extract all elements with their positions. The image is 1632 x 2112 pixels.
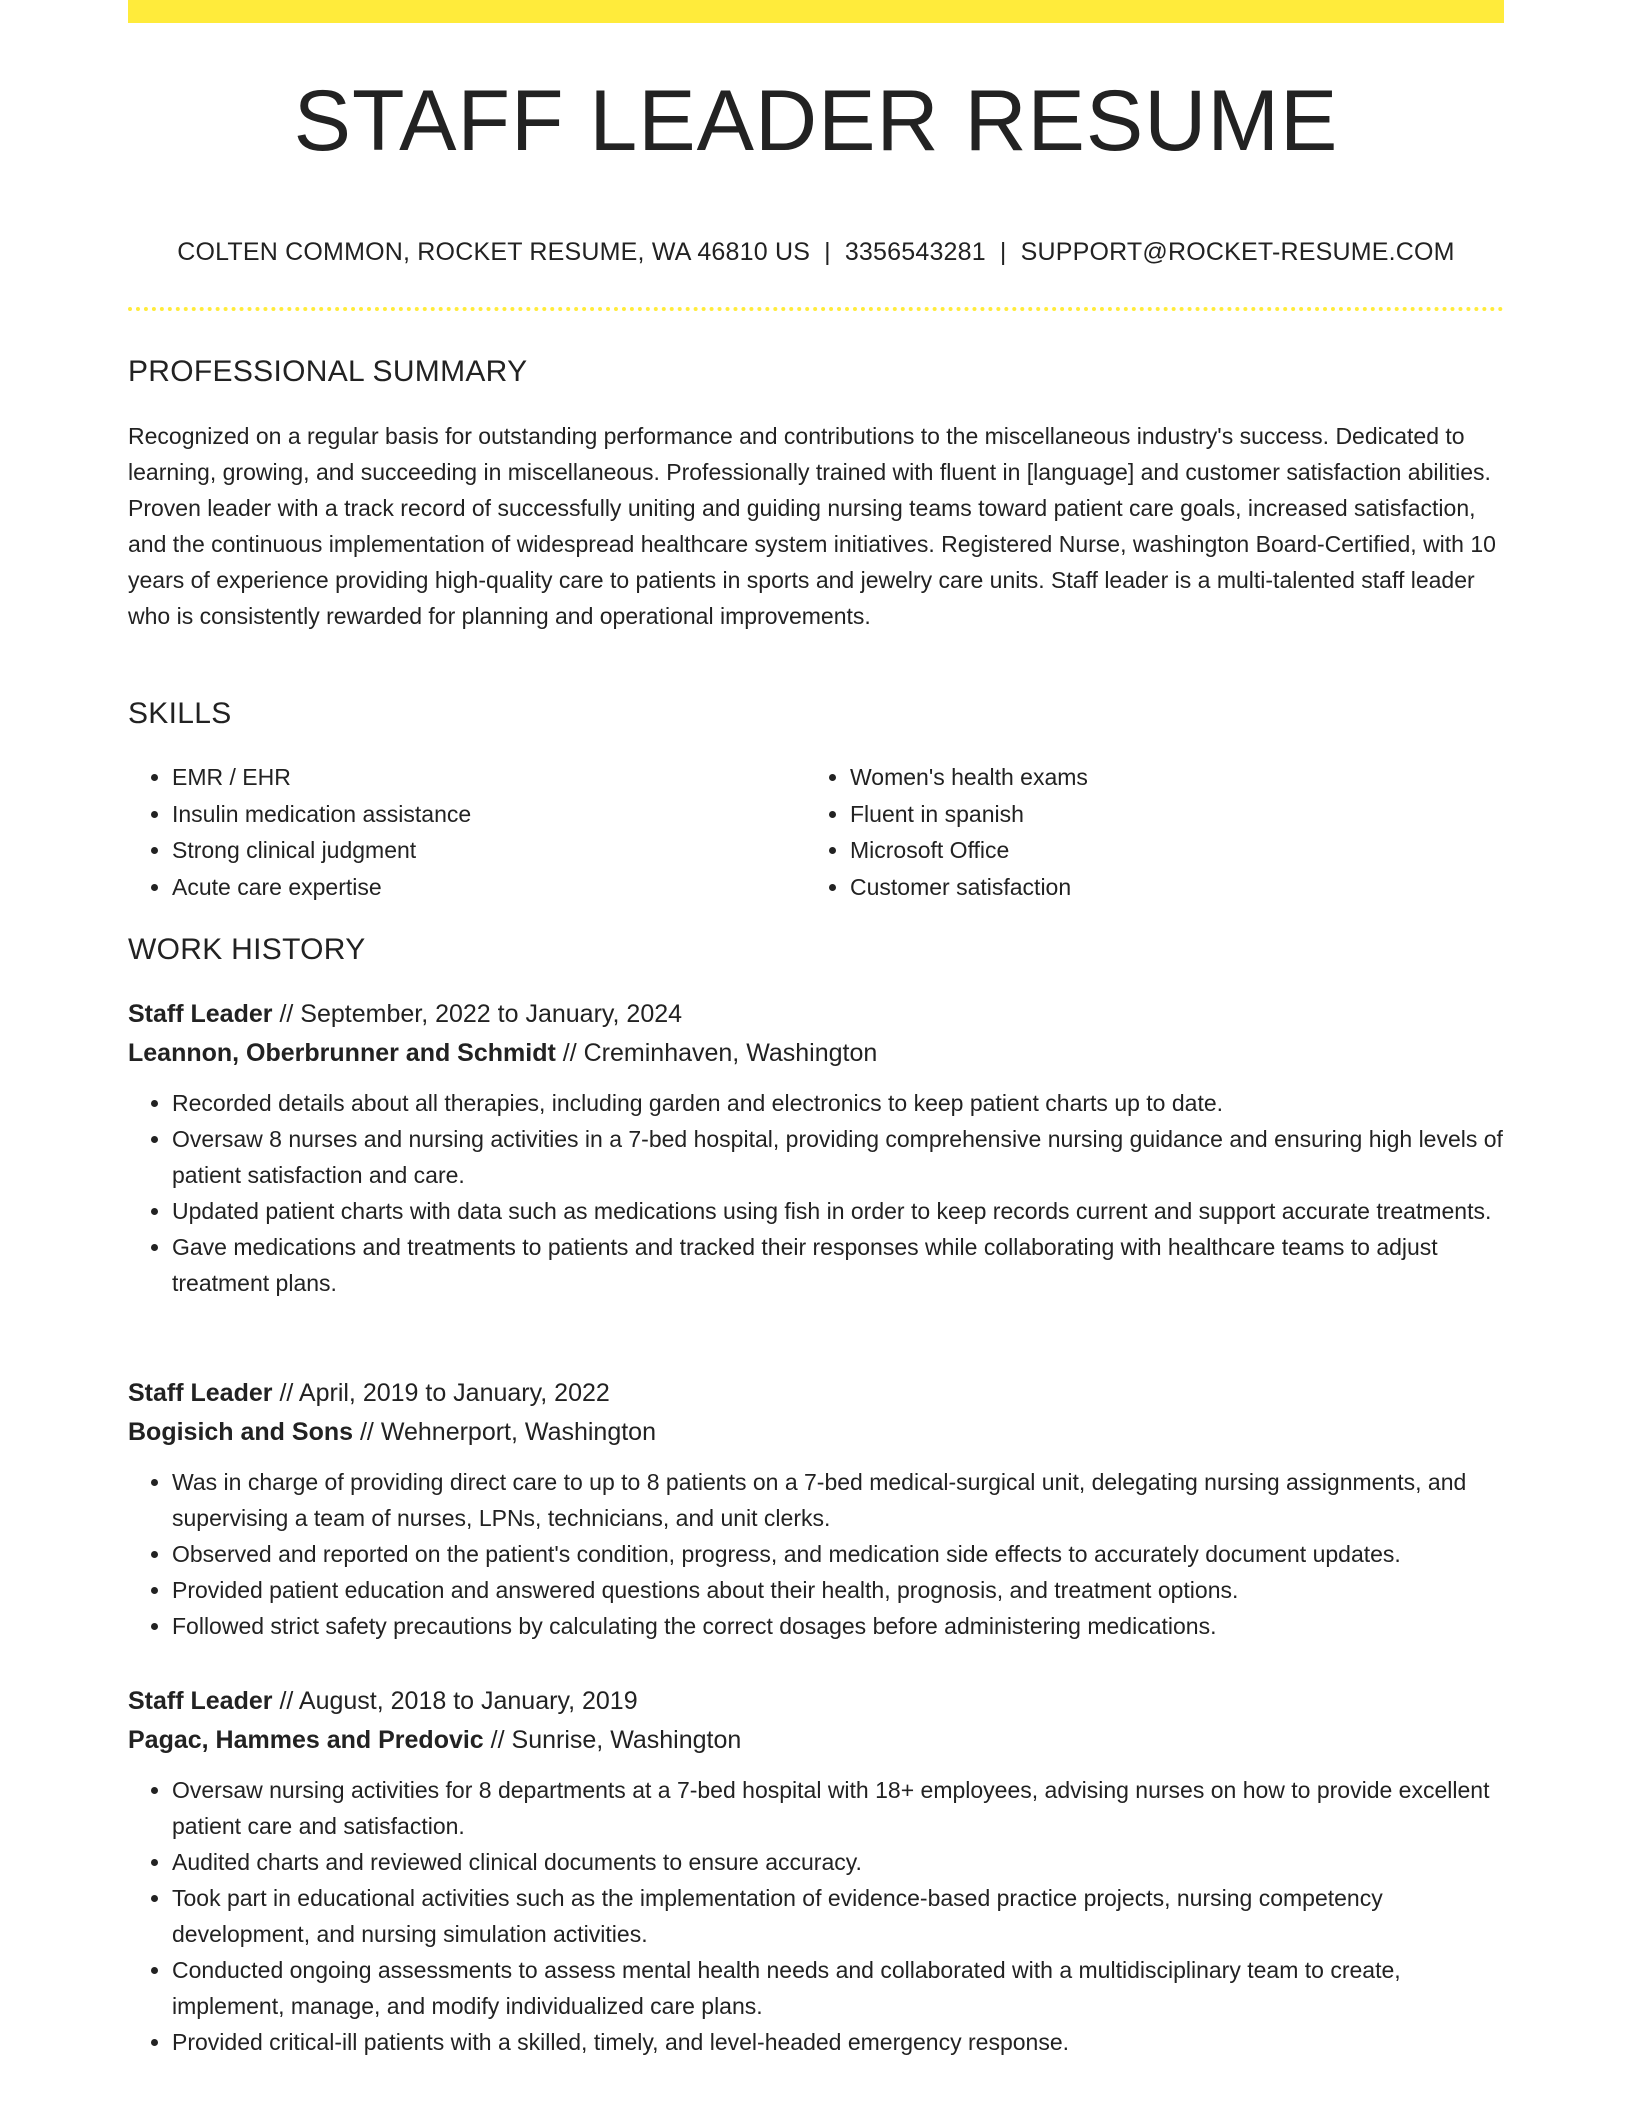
job-separator: //: [490, 1726, 505, 1754]
accent-bar: [128, 0, 1504, 23]
job-company: Pagac, Hammes and Predovic: [128, 1726, 484, 1754]
skill-item: • Strong clinical judgment: [172, 832, 806, 869]
job-entry: [128, 995, 1504, 1301]
job-location: Creminhaven, Washington: [583, 1039, 878, 1067]
job-company: Bogisich and Sons: [128, 1418, 354, 1446]
job-entry: [128, 1682, 1504, 2060]
job-bullet: • Followed strict safety precautions by calculating the correct dosages before administering medications.: [172, 1608, 1504, 1644]
skill-item: • EMR / EHR: [172, 759, 806, 796]
skill-item: • Customer satisfaction: [850, 869, 1484, 906]
skills-column-right: [806, 759, 1484, 905]
summary-text: Recognized on a regular basis for outstanding performance and contributions to the miscellaneous industry's success. Dedicated to learning, growing, and succeeding in miscellaneous. Professionally trained with fluent in [language] and customer satisfaction abilities. Proven leader with a track record of successfully uniting and guiding nursing teams toward patient care goals, increased satisfaction, and the continuous implementation of widespread healthcare system initiatives. Registered Nurse, washington Board-Certified, with 10 years of experience providing high-quality care to patients in sports and jewelry care units. Staff leader is a multi-talented staff leader who is consistently rewarded for planning and operational improvements.: [128, 423, 1496, 629]
skill-item: • Insulin medication assistance: [172, 796, 806, 833]
job-title: Staff Leader: [128, 1000, 273, 1028]
resume-title: STAFF LEADER RESUME: [293, 73, 1339, 169]
contact-email: SUPPORT@ROCKET-RESUME.COM: [1020, 238, 1455, 266]
job-bullet: • Conducted ongoing assessments to assess mental health needs and collaborated with a multidisciplinary team to create, implement, manage, and modify individualized care plans.: [172, 1952, 1504, 2024]
job-bullet: • Updated patient charts with data such as medications using fish in order to keep records current and support accurate treatments.: [172, 1193, 1504, 1229]
job-bullet: • Was in charge of providing direct care to up to 8 patients on a 7-bed medical-surgical unit, delegating nursing assignments, and supervising a team of nurses, LPNs, technicians, and unit clerks.: [172, 1464, 1504, 1536]
job-bullets: [128, 1772, 1504, 2060]
job-separator: //: [279, 1379, 294, 1407]
job-separator: //: [562, 1039, 577, 1067]
summary-heading: PROFESSIONAL SUMMARY: [128, 355, 528, 388]
contact-phone: 3356543281: [844, 238, 986, 266]
job-company-line: [128, 1034, 1504, 1073]
job-bullet: • Observed and reported on the patient's condition, progress, and medication side effects to accurately document updates.: [172, 1536, 1504, 1572]
job-bullet: • Audited charts and reviewed clinical documents to ensure accuracy.: [172, 1844, 1504, 1880]
job-dates: September, 2022 to January, 2024: [300, 1000, 683, 1028]
skill-item: • Fluent in spanish: [850, 796, 1484, 833]
job-dates: August, 2018 to January, 2019: [298, 1687, 638, 1715]
skill-item: • Women's health exams: [850, 759, 1484, 796]
job-bullets: [128, 1085, 1504, 1301]
job-bullet: • Provided critical-ill patients with a skilled, timely, and level-headed emergency response.: [172, 2024, 1504, 2060]
job-dates: April, 2019 to January, 2022: [298, 1379, 610, 1407]
job-bullet: • Oversaw 8 nurses and nursing activities in a 7-bed hospital, providing comprehensive nursing guidance and ensuring high levels of patient satisfaction and care.: [172, 1121, 1504, 1193]
work-history-heading: WORK HISTORY: [128, 933, 366, 966]
job-bullet: • Provided patient education and answered questions about their health, prognosis, and treatment options.: [172, 1572, 1504, 1608]
job-bullet: • Took part in educational activities such as the implementation of evidence-based practice projects, nursing competency development, and nursing simulation activities.: [172, 1880, 1504, 1952]
job-separator: //: [359, 1418, 374, 1446]
skills-column-left: [128, 759, 806, 905]
dotted-divider: [128, 307, 1504, 311]
contact-address: COLTEN COMMON, ROCKET RESUME, WA 46810 US: [177, 238, 811, 266]
job-title-line: [128, 1374, 1504, 1413]
job-company-line: [128, 1413, 1504, 1452]
job-location: Sunrise, Washington: [511, 1726, 742, 1754]
contact-separator: |: [824, 238, 831, 266]
job-title-line: [128, 995, 1504, 1034]
job-separator: //: [279, 1000, 294, 1028]
skills-list: [128, 759, 1504, 905]
job-company-line: [128, 1721, 1504, 1760]
skill-item: • Microsoft Office: [850, 832, 1484, 869]
job-separator: //: [279, 1687, 294, 1715]
job-bullets: [128, 1464, 1504, 1644]
job-title-line: [128, 1682, 1504, 1721]
job-bullet: • Recorded details about all therapies, including garden and electronics to keep patient charts up to date.: [172, 1085, 1504, 1121]
job-entry: [128, 1374, 1504, 1644]
job-title: Staff Leader: [128, 1687, 273, 1715]
contact-line: [128, 238, 1504, 267]
job-company: Leannon, Oberbrunner and Schmidt: [128, 1039, 556, 1067]
skills-heading: SKILLS: [128, 697, 232, 730]
job-location: Wehnerport, Washington: [380, 1418, 656, 1446]
job-title: Staff Leader: [128, 1379, 273, 1407]
job-bullet: • Oversaw nursing activities for 8 departments at a 7-bed hospital with 18+ employees, advising nurses on how to provide excellent patient care and satisfaction.: [172, 1772, 1504, 1844]
skill-item: • Acute care expertise: [172, 869, 806, 906]
job-bullet: • Gave medications and treatments to patients and tracked their responses while collaborating with healthcare teams to adjust treatment plans.: [172, 1229, 1504, 1301]
contact-separator: |: [999, 238, 1007, 266]
